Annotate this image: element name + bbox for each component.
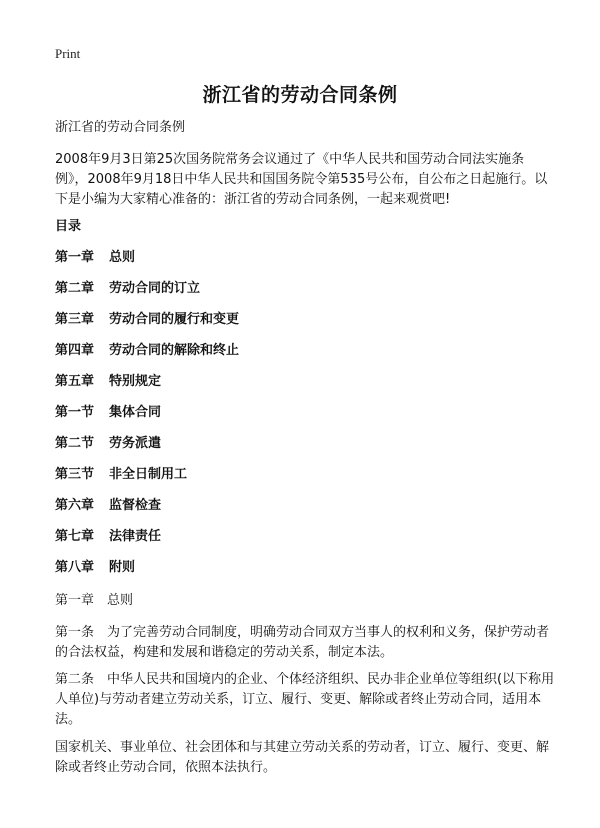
toc-item-number: 第一章 <box>55 250 95 265</box>
toc-item-number: 第八章 <box>55 560 95 575</box>
toc-item-number: 第二节 <box>55 436 95 451</box>
toc-item-number: 第二章 <box>55 281 95 296</box>
toc-item-title: 集体合同 <box>109 405 162 420</box>
toc-item-number: 第五章 <box>55 374 95 389</box>
article-2: 第二条 中华人民共和国境内的企业、个体经济组织、民办非企业单位等组织(以下称用人单位)与劳动者建立劳动关系，订立、履行、变更、解除或者终止劳动合同，适用本法。 <box>55 672 555 727</box>
toc-item-title: 非全日制用工 <box>109 467 188 482</box>
toc-item <box>55 311 555 329</box>
toc-item-title: 法律责任 <box>109 529 162 544</box>
toc-item-title: 劳动合同的履行和变更 <box>109 312 240 327</box>
toc-item-title: 劳务派遣 <box>109 436 162 451</box>
toc-item-number: 第一节 <box>55 405 95 420</box>
article-2-continuation: 国家机关、事业单位、社会团体和与其建立劳动关系的劳动者，订立、履行、变更、解除或者终止劳动合同，依照本法执行。 <box>55 740 550 775</box>
toc-item <box>55 528 555 546</box>
toc-item <box>55 466 555 484</box>
intro-paragraph: 2008年9月3日第25次国务院常务会议通过了《中华人民共和国劳动合同法实施条例》，2008年9月18日中华人民共和国国务院令第535号公布，自公布之日起施行。以下是小编为大家精心准备的：浙江省的劳动合同条例，一起来观赏吧! <box>55 152 548 207</box>
toc-item-number: 第三节 <box>55 467 95 482</box>
toc-item-title: 总则 <box>109 250 136 265</box>
toc-heading: 目录 <box>55 219 82 234</box>
toc-item <box>55 373 555 391</box>
toc-item <box>55 497 555 515</box>
toc-item-number: 第七章 <box>55 529 95 544</box>
toc-item <box>55 435 555 453</box>
document-title: 浙江省的劳动合同条例 <box>202 84 398 106</box>
toc-item <box>55 280 555 298</box>
chapter-heading: 第一章 总则 <box>55 593 134 608</box>
toc-item-title: 附则 <box>109 560 136 575</box>
toc-item-title: 特别规定 <box>109 374 162 389</box>
toc-item <box>55 404 555 422</box>
article-1: 第一条 为了完善劳动合同制度，明确劳动合同双方当事人的权利和义务，保护劳动者的合法权益，构建和发展和谐稳定的劳动关系，制定本法。 <box>55 625 550 660</box>
toc-item-title: 劳动合同的解除和终止 <box>109 343 240 358</box>
document-subtitle: 浙江省的劳动合同条例 <box>55 120 186 135</box>
toc-item-title: 监督检查 <box>109 498 162 513</box>
toc-item <box>55 559 555 577</box>
toc-item-number: 第三章 <box>55 312 95 327</box>
toc-item <box>55 249 555 267</box>
print-label: Print <box>55 46 81 61</box>
toc-item <box>55 342 555 360</box>
toc-item-number: 第六章 <box>55 498 95 513</box>
toc-item-title: 劳动合同的订立 <box>109 281 201 296</box>
toc-item-number: 第四章 <box>55 343 95 358</box>
